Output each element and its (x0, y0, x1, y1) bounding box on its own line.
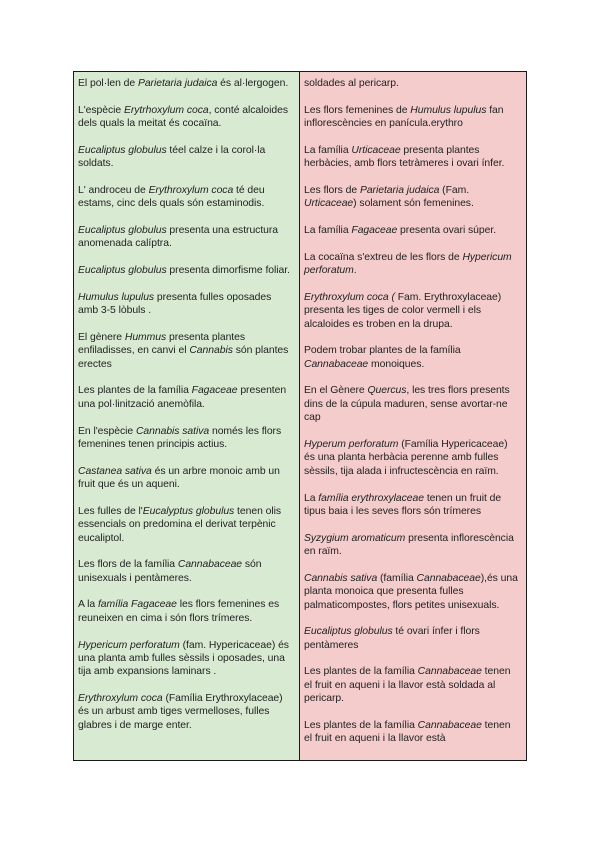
left-statement (78, 639, 293, 679)
right-statement (304, 144, 520, 171)
italic-term: Hummus (124, 331, 167, 343)
statement-text: Les plantes de la família (78, 385, 192, 397)
right-statement (304, 719, 520, 746)
italic-term: Urticaceae (351, 144, 401, 156)
right-statement (304, 77, 520, 90)
statement-text: Fam. Erythroxylaceae) presenta les tiges de color vermell i els alcaloides es troben en la drupa. (304, 291, 502, 330)
right-statement (304, 492, 520, 519)
statement-text: El gènere (78, 331, 125, 343)
statements-table (73, 71, 527, 761)
italic-term: família Fagaceae (97, 599, 177, 611)
right-statement (304, 291, 520, 331)
statement-text: presenten una pol·linització anemòfila. (78, 385, 287, 410)
right-statement (304, 625, 520, 652)
right-statement (304, 344, 520, 371)
statement-text: téel calze i la corol·la soldats. (78, 144, 266, 170)
italic-term: Eucalyptus globulus (142, 505, 235, 517)
left-statement (78, 558, 293, 585)
italic-term: Eucaliptus globulus (78, 225, 167, 237)
right-statement (304, 665, 520, 705)
italic-term: Parietaria judaica (137, 78, 218, 89)
left-statement (78, 598, 293, 625)
italic-term: Eucaliptus globulus (78, 265, 167, 277)
statement-text: només les flors femenines tenen principis actius. (78, 425, 282, 450)
left-statement (78, 692, 293, 732)
statement-text: Les flors femenines de (304, 104, 411, 116)
italic-term: Fagaceae (191, 385, 238, 397)
statement-text: és al·lergogen. (217, 78, 289, 89)
italic-term: Cannabis sativa (135, 425, 210, 437)
statement-text: (família (377, 572, 417, 584)
statement-text: Les plantes de la família (304, 666, 418, 678)
statement-text: Les flors de la família (78, 559, 178, 571)
left-statement (78, 384, 293, 411)
statement-text: La família (304, 225, 352, 237)
right-statement (304, 384, 520, 424)
statement-text: El pol·len de (78, 78, 138, 89)
statement-text: fan inflorescències en panícula.erythro (304, 104, 504, 130)
italic-term: Castanea sativa (78, 465, 152, 477)
statement-text: A la (78, 599, 98, 611)
italic-term: Erythroxylum coca ( (304, 291, 395, 303)
statement-text: presenta una estructura anomenada calíptra. (78, 225, 279, 250)
italic-term: família erythroxylaceae (318, 492, 424, 504)
statement-text: , les tres flors presents dins de la cúpula maduren, sense avortar-ne cap (304, 385, 510, 424)
statement-text: té ovari ínfer i flors pentàmeres (304, 626, 480, 651)
right-statement (304, 532, 520, 559)
statement-text: L' androceu de (78, 184, 149, 196)
statement-text: Les flors de (304, 184, 360, 196)
statement-text: tenen un fruit de tipus baia i les seves flors són trímeres (304, 492, 502, 517)
statement-text: tenen el fruit en aqueni i la llavor està (304, 719, 511, 745)
statement-text: La família (304, 144, 352, 156)
statement-text: (Família Erythroxylaceae) és un arbust amb tiges vermelloses, fulles glabres i de marge enter. (78, 693, 283, 731)
italic-term: Syzygium aromaticum (304, 532, 406, 544)
statement-text: presenta dimorfisme foliar. (166, 265, 290, 277)
statement-text: presenta inflorescència en raïm. (304, 532, 514, 558)
statement-text: Les plantes de la família (304, 719, 418, 731)
left-statement (78, 425, 293, 452)
left-statement (78, 144, 293, 171)
italic-term: Hypericum perforatum (304, 251, 512, 277)
statement-text: (Fam. (439, 184, 470, 196)
statement-text: , conté alcaloides dels quals la meitat és cocaïna. (78, 104, 288, 130)
italic-term: Erythroxylum coca (78, 693, 163, 705)
italic-term: Eucaliptus globulus (304, 626, 393, 638)
statement-text: presenta plantes herbàcies, amb flors tetràmeres i ovari ínfer. (304, 144, 505, 170)
statement-text: La cocaïna s'extreu de les flors de (304, 251, 463, 263)
italic-term: Urticaceae (304, 198, 354, 210)
italic-term: Erythroxylum coca (148, 184, 234, 196)
statement-text: En l'espècie (78, 425, 136, 437)
statement-text: tenen el fruit en aqueni i la llavor està soldada al pericarp. (304, 666, 511, 705)
left-statement (78, 224, 293, 251)
left-statement (78, 184, 293, 211)
left-column (74, 72, 300, 760)
left-statement (78, 291, 293, 318)
left-statement (78, 505, 293, 545)
statement-text: monoiques. (368, 358, 425, 370)
italic-term: Hyperum perforatum (304, 438, 399, 450)
statement-text: presenta plantes enfiladisses, en canvi el (78, 331, 246, 357)
right-statement (304, 104, 520, 131)
left-statement (78, 77, 293, 90)
statement-text: les flors femenines es reuneixen en cima i són flors trímeres. (78, 599, 280, 624)
statement-text: ) solament són femenines. (353, 198, 474, 210)
italic-term: Cannabaceae (417, 666, 482, 678)
left-statement (78, 264, 293, 277)
left-statement (78, 465, 293, 492)
italic-term: Cannabaceae (416, 572, 481, 584)
statement-text: té deu estams, cinc dels quals són estaminodis. (78, 184, 265, 210)
right-statement (304, 224, 520, 237)
italic-term: Erytrhoxylum coca (123, 104, 209, 116)
statement-text: presenta ovari súper. (397, 225, 497, 237)
italic-term: Humulus lupulus (78, 291, 155, 303)
right-statement (304, 438, 520, 478)
italic-term: Eucaliptus globulus (78, 144, 167, 156)
statement-text: és un arbre monoic amb un fruit que és un aqueni. (78, 465, 280, 491)
left-statement (78, 331, 293, 371)
italic-term: Quercus (367, 385, 407, 397)
right-statement (304, 184, 520, 211)
italic-term: Humulus lupulus (410, 104, 487, 116)
italic-term: Cannabis (189, 345, 233, 357)
statement-text: . (353, 265, 357, 277)
statement-text: són unisexuals i pentàmeres. (78, 559, 262, 584)
statement-text: Les fulles de l' (78, 505, 143, 517)
italic-term: Parietaria judaica (359, 184, 440, 196)
italic-term: Cannabaceae (304, 358, 369, 370)
statement-text: tenen olis essencials on predomina el derivat terpènic eucaliptol. (78, 505, 282, 544)
right-column (300, 72, 526, 760)
italic-term: Cannabaceae (417, 719, 482, 731)
italic-term: Fagaceae (351, 225, 398, 237)
statement-text: presenta fulles oposades amb 3-5 lòbuls . (78, 291, 272, 317)
italic-term: Cannabaceae (177, 559, 243, 571)
statement-text: La (304, 492, 319, 504)
right-statement (304, 251, 520, 278)
statement-text: En el Gènere (304, 385, 368, 397)
left-statement (78, 104, 293, 131)
statement-text: Podem trobar plantes de la família (304, 345, 461, 357)
right-statement (304, 572, 520, 612)
italic-term: Hypericum perforatum (78, 639, 180, 651)
italic-term: Cannabis sativa (304, 572, 378, 584)
statement-text: L'espècie (78, 104, 124, 116)
statement-text: (fam. Hypericaceae) és una planta amb fulles sèssils i oposades, una tija amb expansions laminars . (78, 639, 289, 678)
statement-text: (Família Hypericaceae) és una planta herbàcia perenne amb fulles sèssils, tija alada i infructescència en raïm. (304, 438, 508, 477)
statement-text: ),és una planta monoica que presenta fulles palmaticompostes, flors petites unisexuals. (304, 572, 518, 611)
statement-text: soldades al pericarp. (304, 78, 399, 89)
statement-text: són plantes erectes (78, 345, 289, 370)
